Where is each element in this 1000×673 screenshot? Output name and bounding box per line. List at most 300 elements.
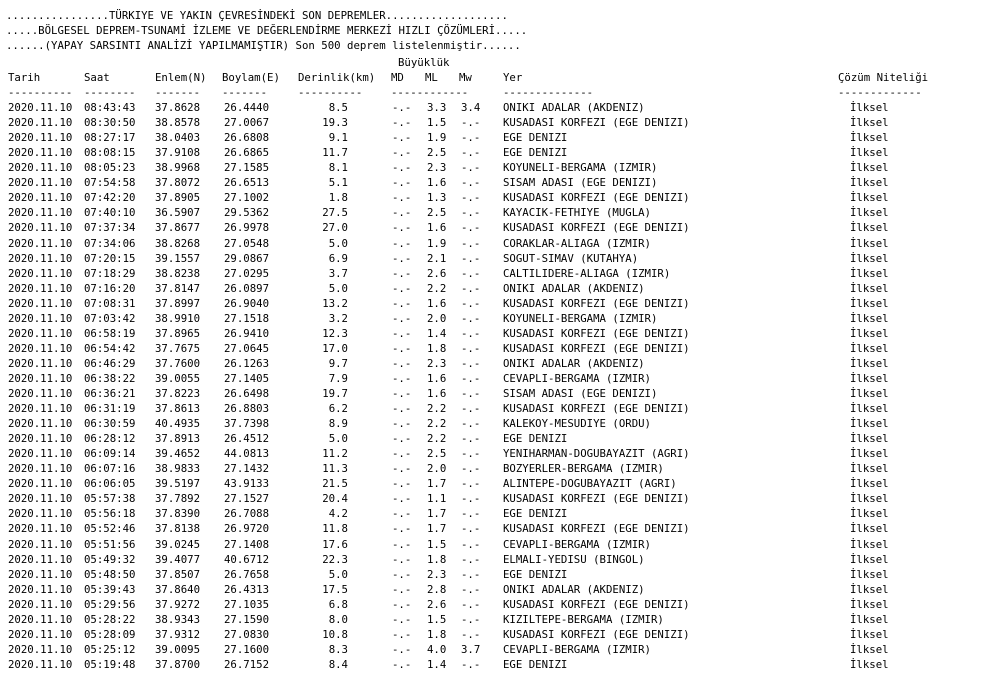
cell-depth: 9.7 <box>328 356 348 370</box>
cell-lon: 26.6513 <box>224 176 270 190</box>
cell-solution: İlksel <box>850 236 889 250</box>
table-row <box>0 175 1000 190</box>
cell-lat: 39.0245 <box>155 537 201 551</box>
cell-time: 06:38:22 <box>84 371 136 385</box>
cell-solution: İlksel <box>850 371 889 385</box>
table-row <box>0 537 1000 552</box>
cell-lon: 29.5362 <box>224 206 270 220</box>
cell-ml: 2.5 <box>427 447 447 461</box>
table-row <box>0 145 1000 160</box>
cell-ml: 2.2 <box>427 417 447 431</box>
separator-row <box>0 85 1000 100</box>
table-row <box>0 476 1000 491</box>
cell-date: 2020.11.10 <box>8 236 73 250</box>
table-row <box>0 597 1000 612</box>
cell-lat: 40.4935 <box>155 417 201 431</box>
cell-ml: 1.7 <box>427 507 447 521</box>
cell-depth: 17.0 <box>322 341 348 355</box>
cell-time: 05:28:09 <box>84 627 136 641</box>
cell-place: KUSADASI KORFEZI (EGE DENIZI) <box>503 191 690 205</box>
cell-mw: -.- <box>461 176 481 190</box>
cell-lon: 27.1590 <box>224 612 270 626</box>
cell-ml: 1.8 <box>427 627 447 641</box>
cell-time: 07:40:10 <box>84 206 136 220</box>
cell-lon: 26.6808 <box>224 131 270 145</box>
cell-place: SISAM ADASI (EGE DENIZI) <box>503 386 658 400</box>
cell-date: 2020.11.10 <box>8 266 73 280</box>
cell-lon: 27.1518 <box>224 311 270 325</box>
cell-md: -.- <box>392 447 412 461</box>
cell-place: CEVAPLI-BERGAMA (IZMIR) <box>503 537 651 551</box>
cell-lat: 38.8268 <box>155 236 201 250</box>
cell-lat: 37.8072 <box>155 176 201 190</box>
cell-md: -.- <box>392 432 412 446</box>
cell-md: -.- <box>392 251 412 265</box>
table-row <box>0 160 1000 175</box>
sep-mag: ------------ <box>391 86 469 99</box>
cell-solution: İlksel <box>850 522 889 536</box>
cell-date: 2020.11.10 <box>8 146 73 160</box>
cell-lat: 39.0095 <box>155 642 201 656</box>
cell-date: 2020.11.10 <box>8 522 73 536</box>
cell-lat: 37.8905 <box>155 191 201 205</box>
cell-lat: 37.7600 <box>155 356 201 370</box>
cell-lon: 26.8803 <box>224 402 270 415</box>
cell-mw: -.- <box>461 507 481 521</box>
cell-depth: 8.5 <box>328 101 348 114</box>
cell-lat: 37.8390 <box>155 507 201 521</box>
cell-md: -.- <box>392 552 412 566</box>
cell-place: CEVAPLI-BERGAMA (IZMIR) <box>503 371 651 385</box>
table-row <box>0 386 1000 401</box>
col-lat: Enlem(N) <box>155 71 207 84</box>
cell-depth: 3.2 <box>328 311 348 325</box>
sep-solution: ------------- <box>838 86 922 99</box>
cell-place: ONIKI ADALAR (AKDENIZ) <box>503 356 645 370</box>
cell-date: 2020.11.10 <box>8 507 73 521</box>
cell-time: 08:43:43 <box>84 101 136 114</box>
table-row <box>0 521 1000 536</box>
cell-md: -.- <box>392 176 412 190</box>
cell-ml: 3.3 <box>427 101 447 114</box>
table-row <box>0 401 1000 416</box>
cell-time: 08:05:23 <box>84 161 136 175</box>
cell-mw: -.- <box>461 567 481 581</box>
cell-depth: 9.1 <box>328 131 348 145</box>
cell-ml: 2.2 <box>427 281 447 295</box>
cell-place: KAYACIK-FETHIYE (MUGLA) <box>503 206 651 220</box>
cell-place: KUSADASI KORFEZI (EGE DENIZI) <box>503 627 690 641</box>
table-row <box>0 356 1000 371</box>
cell-mw: -.- <box>461 341 481 355</box>
table-row <box>0 642 1000 657</box>
cell-date: 2020.11.10 <box>8 176 73 190</box>
cell-place: EGE DENIZI <box>503 131 568 145</box>
cell-time: 06:31:19 <box>84 402 136 415</box>
table-row <box>0 296 1000 311</box>
cell-place: KOYUNELI-BERGAMA (IZMIR) <box>503 311 658 325</box>
cell-date: 2020.11.10 <box>8 447 73 461</box>
cell-time: 05:51:56 <box>84 537 136 551</box>
cell-date: 2020.11.10 <box>8 281 73 295</box>
cell-lat: 38.9910 <box>155 311 201 325</box>
cell-solution: İlksel <box>850 116 889 129</box>
cell-lon: 27.1408 <box>224 537 270 551</box>
cell-lat: 37.8507 <box>155 567 201 581</box>
cell-place: KIZILTEPE-BERGAMA (IZMIR) <box>503 612 664 626</box>
cell-md: -.- <box>392 492 412 506</box>
cell-depth: 8.9 <box>328 417 348 431</box>
cell-md: -.- <box>392 657 412 671</box>
cell-lat: 38.9833 <box>155 462 201 476</box>
cell-date: 2020.11.10 <box>8 597 73 611</box>
cell-depth: 19.7 <box>322 386 348 400</box>
cell-mw: -.- <box>461 657 481 671</box>
table-row <box>0 236 1000 251</box>
cell-mw: -.- <box>461 221 481 235</box>
table-row <box>0 251 1000 266</box>
header-note: ......(YAPAY SARSINTI ANALİZİ YAPILMAMIŞTIR) Son 500 deprem listelenmiştir...... <box>6 39 521 52</box>
cell-ml: 4.0 <box>427 642 447 656</box>
cell-md: -.- <box>392 642 412 656</box>
cell-mw: -.- <box>461 371 481 385</box>
cell-mw: -.- <box>461 462 481 476</box>
cell-lat: 37.8640 <box>155 582 201 596</box>
cell-date: 2020.11.10 <box>8 296 73 310</box>
cell-md: -.- <box>392 191 412 205</box>
cell-date: 2020.11.10 <box>8 191 73 205</box>
cell-md: -.- <box>392 266 412 280</box>
cell-md: -.- <box>392 311 412 325</box>
cell-lon: 27.0830 <box>224 627 270 641</box>
cell-date: 2020.11.10 <box>8 552 73 566</box>
cell-date: 2020.11.10 <box>8 432 73 446</box>
cell-date: 2020.11.10 <box>8 462 73 476</box>
table-row <box>0 567 1000 582</box>
cell-time: 05:39:43 <box>84 582 136 596</box>
sep-lat: ------- <box>155 86 201 99</box>
cell-solution: İlksel <box>850 552 889 566</box>
cell-depth: 19.3 <box>322 116 348 129</box>
cell-solution: İlksel <box>850 341 889 355</box>
cell-place: EGE DENIZI <box>503 657 568 671</box>
cell-time: 08:30:50 <box>84 116 136 129</box>
cell-mw: -.- <box>461 447 481 461</box>
cell-solution: İlksel <box>850 477 889 491</box>
cell-date: 2020.11.10 <box>8 492 73 506</box>
cell-mw: -.- <box>461 402 481 415</box>
cell-solution: İlksel <box>850 251 889 265</box>
cell-date: 2020.11.10 <box>8 356 73 370</box>
cell-md: -.- <box>392 627 412 641</box>
cell-depth: 5.0 <box>328 236 348 250</box>
cell-ml: 1.8 <box>427 341 447 355</box>
cell-lon: 40.6712 <box>224 552 270 566</box>
cell-lon: 26.0897 <box>224 281 270 295</box>
cell-lon: 26.9720 <box>224 522 270 536</box>
cell-date: 2020.11.10 <box>8 627 73 641</box>
cell-md: -.- <box>392 417 412 431</box>
cell-date: 2020.11.10 <box>8 251 73 265</box>
cell-solution: İlksel <box>850 176 889 190</box>
cell-lat: 37.7892 <box>155 492 201 506</box>
cell-solution: İlksel <box>850 627 889 641</box>
cell-solution: İlksel <box>850 296 889 310</box>
cell-date: 2020.11.10 <box>8 567 73 581</box>
cell-depth: 7.9 <box>328 371 348 385</box>
cell-time: 05:49:32 <box>84 552 136 566</box>
cell-mw: -.- <box>461 206 481 220</box>
cell-place: SOGUT-SIMAV (KUTAHYA) <box>503 251 639 265</box>
cell-place: YENIHARMAN-DOGUBAYAZIT (AGRI) <box>503 447 690 461</box>
cell-lat: 37.8677 <box>155 221 201 235</box>
cell-mw: -.- <box>461 552 481 566</box>
cell-lat: 39.4077 <box>155 552 201 566</box>
cell-lon: 43.9133 <box>224 477 270 491</box>
cell-solution: İlksel <box>850 642 889 656</box>
cell-mw: -.- <box>461 432 481 446</box>
cell-mw: -.- <box>461 477 481 491</box>
cell-ml: 1.4 <box>427 326 447 340</box>
cell-time: 06:28:12 <box>84 432 136 446</box>
cell-lon: 26.9978 <box>224 221 270 235</box>
col-solution: Çözüm Niteliği <box>838 71 929 84</box>
cell-mw: 3.4 <box>461 101 481 114</box>
cell-date: 2020.11.10 <box>8 221 73 235</box>
cell-lon: 27.1432 <box>224 462 270 476</box>
cell-md: -.- <box>392 462 412 476</box>
cell-place: KUSADASI KORFEZI (EGE DENIZI) <box>503 341 690 355</box>
cell-lon: 26.7088 <box>224 507 270 521</box>
cell-time: 06:06:05 <box>84 477 136 491</box>
cell-mw: -.- <box>461 326 481 340</box>
cell-lon: 27.0645 <box>224 341 270 355</box>
cell-ml: 1.1 <box>427 492 447 506</box>
table-row <box>0 281 1000 296</box>
cell-depth: 3.7 <box>328 266 348 280</box>
cell-ml: 2.3 <box>427 356 447 370</box>
cell-lat: 37.8223 <box>155 386 201 400</box>
cell-date: 2020.11.10 <box>8 311 73 325</box>
cell-solution: İlksel <box>850 492 889 506</box>
table-row <box>0 341 1000 356</box>
cell-solution: İlksel <box>850 447 889 461</box>
col-lon: Boylam(E) <box>222 71 280 84</box>
cell-date: 2020.11.10 <box>8 386 73 400</box>
cell-lat: 37.7675 <box>155 341 201 355</box>
cell-md: -.- <box>392 356 412 370</box>
cell-depth: 1.8 <box>328 191 348 205</box>
cell-solution: İlksel <box>850 582 889 596</box>
table-row <box>0 311 1000 326</box>
cell-time: 07:54:58 <box>84 176 136 190</box>
cell-lat: 38.9343 <box>155 612 201 626</box>
cell-solution: İlksel <box>850 101 889 114</box>
cell-ml: 2.8 <box>427 582 447 596</box>
cell-time: 07:42:20 <box>84 191 136 205</box>
cell-depth: 6.8 <box>328 597 348 611</box>
cell-mw: -.- <box>461 386 481 400</box>
cell-lon: 27.0067 <box>224 116 270 129</box>
cell-ml: 1.6 <box>427 386 447 400</box>
cell-time: 07:16:20 <box>84 281 136 295</box>
cell-time: 06:54:42 <box>84 341 136 355</box>
cell-lon: 27.1600 <box>224 642 270 656</box>
cell-md: -.- <box>392 206 412 220</box>
cell-place: KUSADASI KORFEZI (EGE DENIZI) <box>503 597 690 611</box>
cell-mw: -.- <box>461 582 481 596</box>
cell-mw: -.- <box>461 161 481 175</box>
cell-md: -.- <box>392 281 412 295</box>
cell-lon: 26.6498 <box>224 386 270 400</box>
cell-md: -.- <box>392 371 412 385</box>
cell-place: ONIKI ADALAR (AKDENIZ) <box>503 281 645 295</box>
cell-md: -.- <box>392 597 412 611</box>
cell-mw: -.- <box>461 296 481 310</box>
header-subtitle: .....BÖLGESEL DEPREM-TSUNAMİ İZLEME VE DEĞERLENDİRME MERKEZİ HIZLI ÇÖZÜMLERİ..... <box>6 24 528 37</box>
cell-solution: İlksel <box>850 281 889 295</box>
cell-lon: 26.4512 <box>224 432 270 446</box>
cell-place: CEVAPLI-BERGAMA (IZMIR) <box>503 642 651 656</box>
cell-ml: 2.5 <box>427 146 447 160</box>
cell-lon: 37.7398 <box>224 417 270 431</box>
cell-date: 2020.11.10 <box>8 131 73 145</box>
cell-ml: 2.5 <box>427 206 447 220</box>
cell-mw: -.- <box>461 191 481 205</box>
cell-solution: İlksel <box>850 146 889 160</box>
cell-depth: 17.6 <box>322 537 348 551</box>
cell-ml: 1.4 <box>427 657 447 671</box>
cell-ml: 1.6 <box>427 296 447 310</box>
cell-place: BOZYERLER-BERGAMA (IZMIR) <box>503 462 664 476</box>
cell-lon: 26.7658 <box>224 567 270 581</box>
sep-date: ---------- <box>8 86 73 99</box>
cell-mw: -.- <box>461 522 481 536</box>
cell-date: 2020.11.10 <box>8 116 73 129</box>
cell-solution: İlksel <box>850 507 889 521</box>
cell-lat: 36.5907 <box>155 206 201 220</box>
cell-time: 06:36:21 <box>84 386 136 400</box>
cell-place: CALTILIDERE-ALIAGA (IZMIR) <box>503 266 671 280</box>
cell-depth: 8.4 <box>328 657 348 671</box>
cell-md: -.- <box>392 146 412 160</box>
table-row <box>0 416 1000 431</box>
table-row <box>0 130 1000 145</box>
cell-place: KALEKOY-MESUDIYE (ORDU) <box>503 417 651 431</box>
cell-depth: 8.1 <box>328 161 348 175</box>
cell-date: 2020.11.10 <box>8 417 73 431</box>
cell-mw: -.- <box>461 281 481 295</box>
cell-place: EGE DENIZI <box>503 567 568 581</box>
cell-ml: 1.9 <box>427 131 447 145</box>
cell-time: 05:57:38 <box>84 492 136 506</box>
cell-time: 05:56:18 <box>84 507 136 521</box>
table-row <box>0 627 1000 642</box>
cell-ml: 1.7 <box>427 477 447 491</box>
cell-place: KOYUNELI-BERGAMA (IZMIR) <box>503 161 658 175</box>
table-row <box>0 461 1000 476</box>
table-row <box>0 582 1000 597</box>
cell-depth: 20.4 <box>322 492 348 506</box>
cell-solution: İlksel <box>850 206 889 220</box>
cell-date: 2020.11.10 <box>8 206 73 220</box>
cell-lon: 26.9410 <box>224 326 270 340</box>
cell-time: 07:08:31 <box>84 296 136 310</box>
cell-date: 2020.11.10 <box>8 642 73 656</box>
cell-ml: 2.0 <box>427 462 447 476</box>
cell-place: EGE DENIZI <box>503 507 568 521</box>
cell-lat: 37.8913 <box>155 432 201 446</box>
cell-ml: 1.5 <box>427 116 447 129</box>
cell-ml: 1.6 <box>427 371 447 385</box>
cell-lon: 27.0548 <box>224 236 270 250</box>
cell-mw: -.- <box>461 356 481 370</box>
cell-md: -.- <box>392 567 412 581</box>
cell-lat: 37.8613 <box>155 402 201 415</box>
cell-mw: 3.7 <box>461 642 481 656</box>
cell-mw: -.- <box>461 417 481 431</box>
cell-lat: 37.8147 <box>155 281 201 295</box>
cell-mw: -.- <box>461 627 481 641</box>
cell-depth: 10.8 <box>322 627 348 641</box>
cell-time: 08:08:15 <box>84 146 136 160</box>
table-row <box>0 491 1000 506</box>
cell-date: 2020.11.10 <box>8 161 73 175</box>
cell-md: -.- <box>392 537 412 551</box>
cell-depth: 13.2 <box>322 296 348 310</box>
col-time: Saat <box>84 71 110 84</box>
cell-lat: 39.4652 <box>155 447 201 461</box>
cell-place: ONIKI ADALAR (AKDENIZ) <box>503 101 645 114</box>
cell-time: 05:48:50 <box>84 567 136 581</box>
cell-lon: 27.1527 <box>224 492 270 506</box>
cell-mw: -.- <box>461 266 481 280</box>
cell-mw: -.- <box>461 116 481 129</box>
cell-md: -.- <box>392 161 412 175</box>
cell-ml: 1.5 <box>427 612 447 626</box>
table-row <box>0 506 1000 521</box>
cell-time: 08:27:17 <box>84 131 136 145</box>
cell-depth: 8.0 <box>328 612 348 626</box>
sep-place: -------------- <box>503 86 594 99</box>
cell-solution: İlksel <box>850 462 889 476</box>
cell-md: -.- <box>392 522 412 536</box>
cell-date: 2020.11.10 <box>8 612 73 626</box>
sep-depth: ---------- <box>298 86 363 99</box>
cell-depth: 11.2 <box>322 447 348 461</box>
cell-solution: İlksel <box>850 386 889 400</box>
cell-lat: 37.8965 <box>155 326 201 340</box>
table-row <box>0 612 1000 627</box>
cell-place: ALINTEPE-DOGUBAYAZIT (AGRI) <box>503 477 677 491</box>
cell-place: ONIKI ADALAR (AKDENIZ) <box>503 582 645 596</box>
cell-lat: 37.8997 <box>155 296 201 310</box>
table-row <box>0 220 1000 235</box>
cell-lat: 38.8578 <box>155 116 201 129</box>
cell-depth: 11.8 <box>322 522 348 536</box>
table-row <box>0 205 1000 220</box>
cell-ml: 1.9 <box>427 236 447 250</box>
cell-time: 05:28:22 <box>84 612 136 626</box>
cell-ml: 1.8 <box>427 552 447 566</box>
cell-lon: 26.4313 <box>224 582 270 596</box>
cell-solution: İlksel <box>850 356 889 370</box>
cell-place: EGE DENIZI <box>503 432 568 446</box>
cell-time: 07:18:29 <box>84 266 136 280</box>
cell-mw: -.- <box>461 612 481 626</box>
magnitude-group-label: Büyüklük <box>398 56 450 69</box>
cell-time: 06:46:29 <box>84 356 136 370</box>
